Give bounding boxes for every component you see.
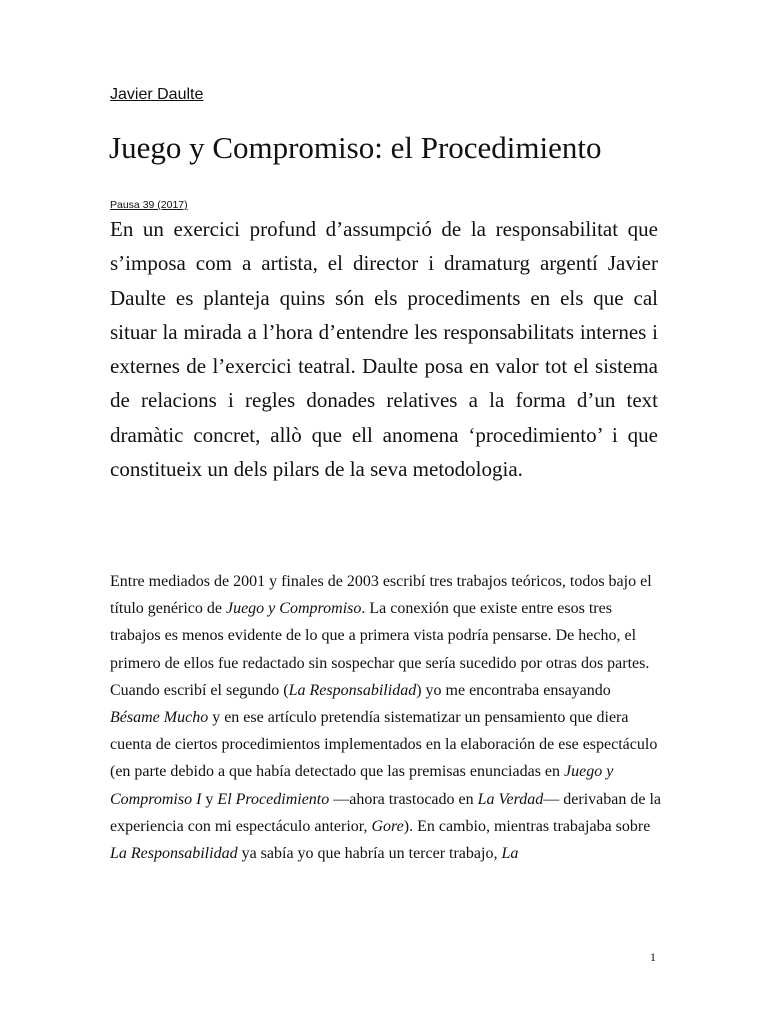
abstract-paragraph: En un exercici profund d’assumpció de la responsabilitat que s’imposa com a artista, el director i dramaturg argentí Javier Daulte es planteja quins són els procediments en els que cal situar la mirada a l’hora d’entendre les responsabilitats internes i externes de l’exercici teatral. Daulte posa en valor tot el sistema de relacions i regles donades relatives a la forma d’un text dramàtic concret, allò que ell anomena ‘procedimiento’ i que constitueix un dels pilars de la seva metodologia. — [110, 217, 658, 482]
body-text-run: —ahora trastocado en — [329, 790, 478, 808]
body-text-run: y en ese artículo pretendía sistematizar un pensamiento que diera cuenta de ciertos procedimientos implementados en la elaboración de ese espectáculo (en parte debido a que había detectado que las premisas enunciadas en — [110, 709, 658, 781]
body-text-run: y — [201, 790, 218, 808]
italic-work-title: Juego y Compromiso — [225, 600, 362, 618]
body-text-run: — derivaban de la experiencia con mi espectáculo anterior, — [110, 790, 662, 835]
article-title: Juego y Compromiso: el Procedimiento — [109, 130, 602, 165]
body-text-run: . La conexión que existe entre esos tres trabajos es menos evidente de lo que a primera vista podría pensarse. De hecho, el primero de ellos fue redactado sin sospechar que sería sucedido por otras dos partes. Cuando escribí el segundo ( — [110, 600, 650, 699]
italic-work-title: Juego y Compromiso I — [110, 763, 614, 808]
source-citation: Pausa 39 (2017) — [110, 199, 188, 211]
italic-work-title: Gore — [371, 817, 404, 835]
body-text-run: Entre mediados de 2001 y finales de 2003 escribí tres trabajos teóricos, todos bajo el título genérico de — [110, 573, 652, 618]
body-text-run: ) yo me encontraba ensayando — [416, 681, 611, 699]
italic-work-title: El Procedimiento — [217, 790, 330, 808]
italic-work-title: Bésame Mucho — [110, 709, 209, 727]
body-paragraph — [110, 568, 662, 867]
italic-work-title: La Responsabilidad — [288, 681, 417, 699]
body-text-run: ). En cambio, mientras trabajaba sobre — [403, 817, 651, 835]
body-text-run: ya sabía yo que habría un tercer trabajo, — [237, 845, 502, 863]
italic-work-title: La — [501, 845, 519, 863]
italic-work-title: La Responsabilidad — [110, 845, 238, 863]
italic-work-title: La Verdad — [477, 790, 544, 808]
page-number: 1 — [650, 950, 656, 964]
author-name: Javier Daulte — [110, 86, 204, 103]
